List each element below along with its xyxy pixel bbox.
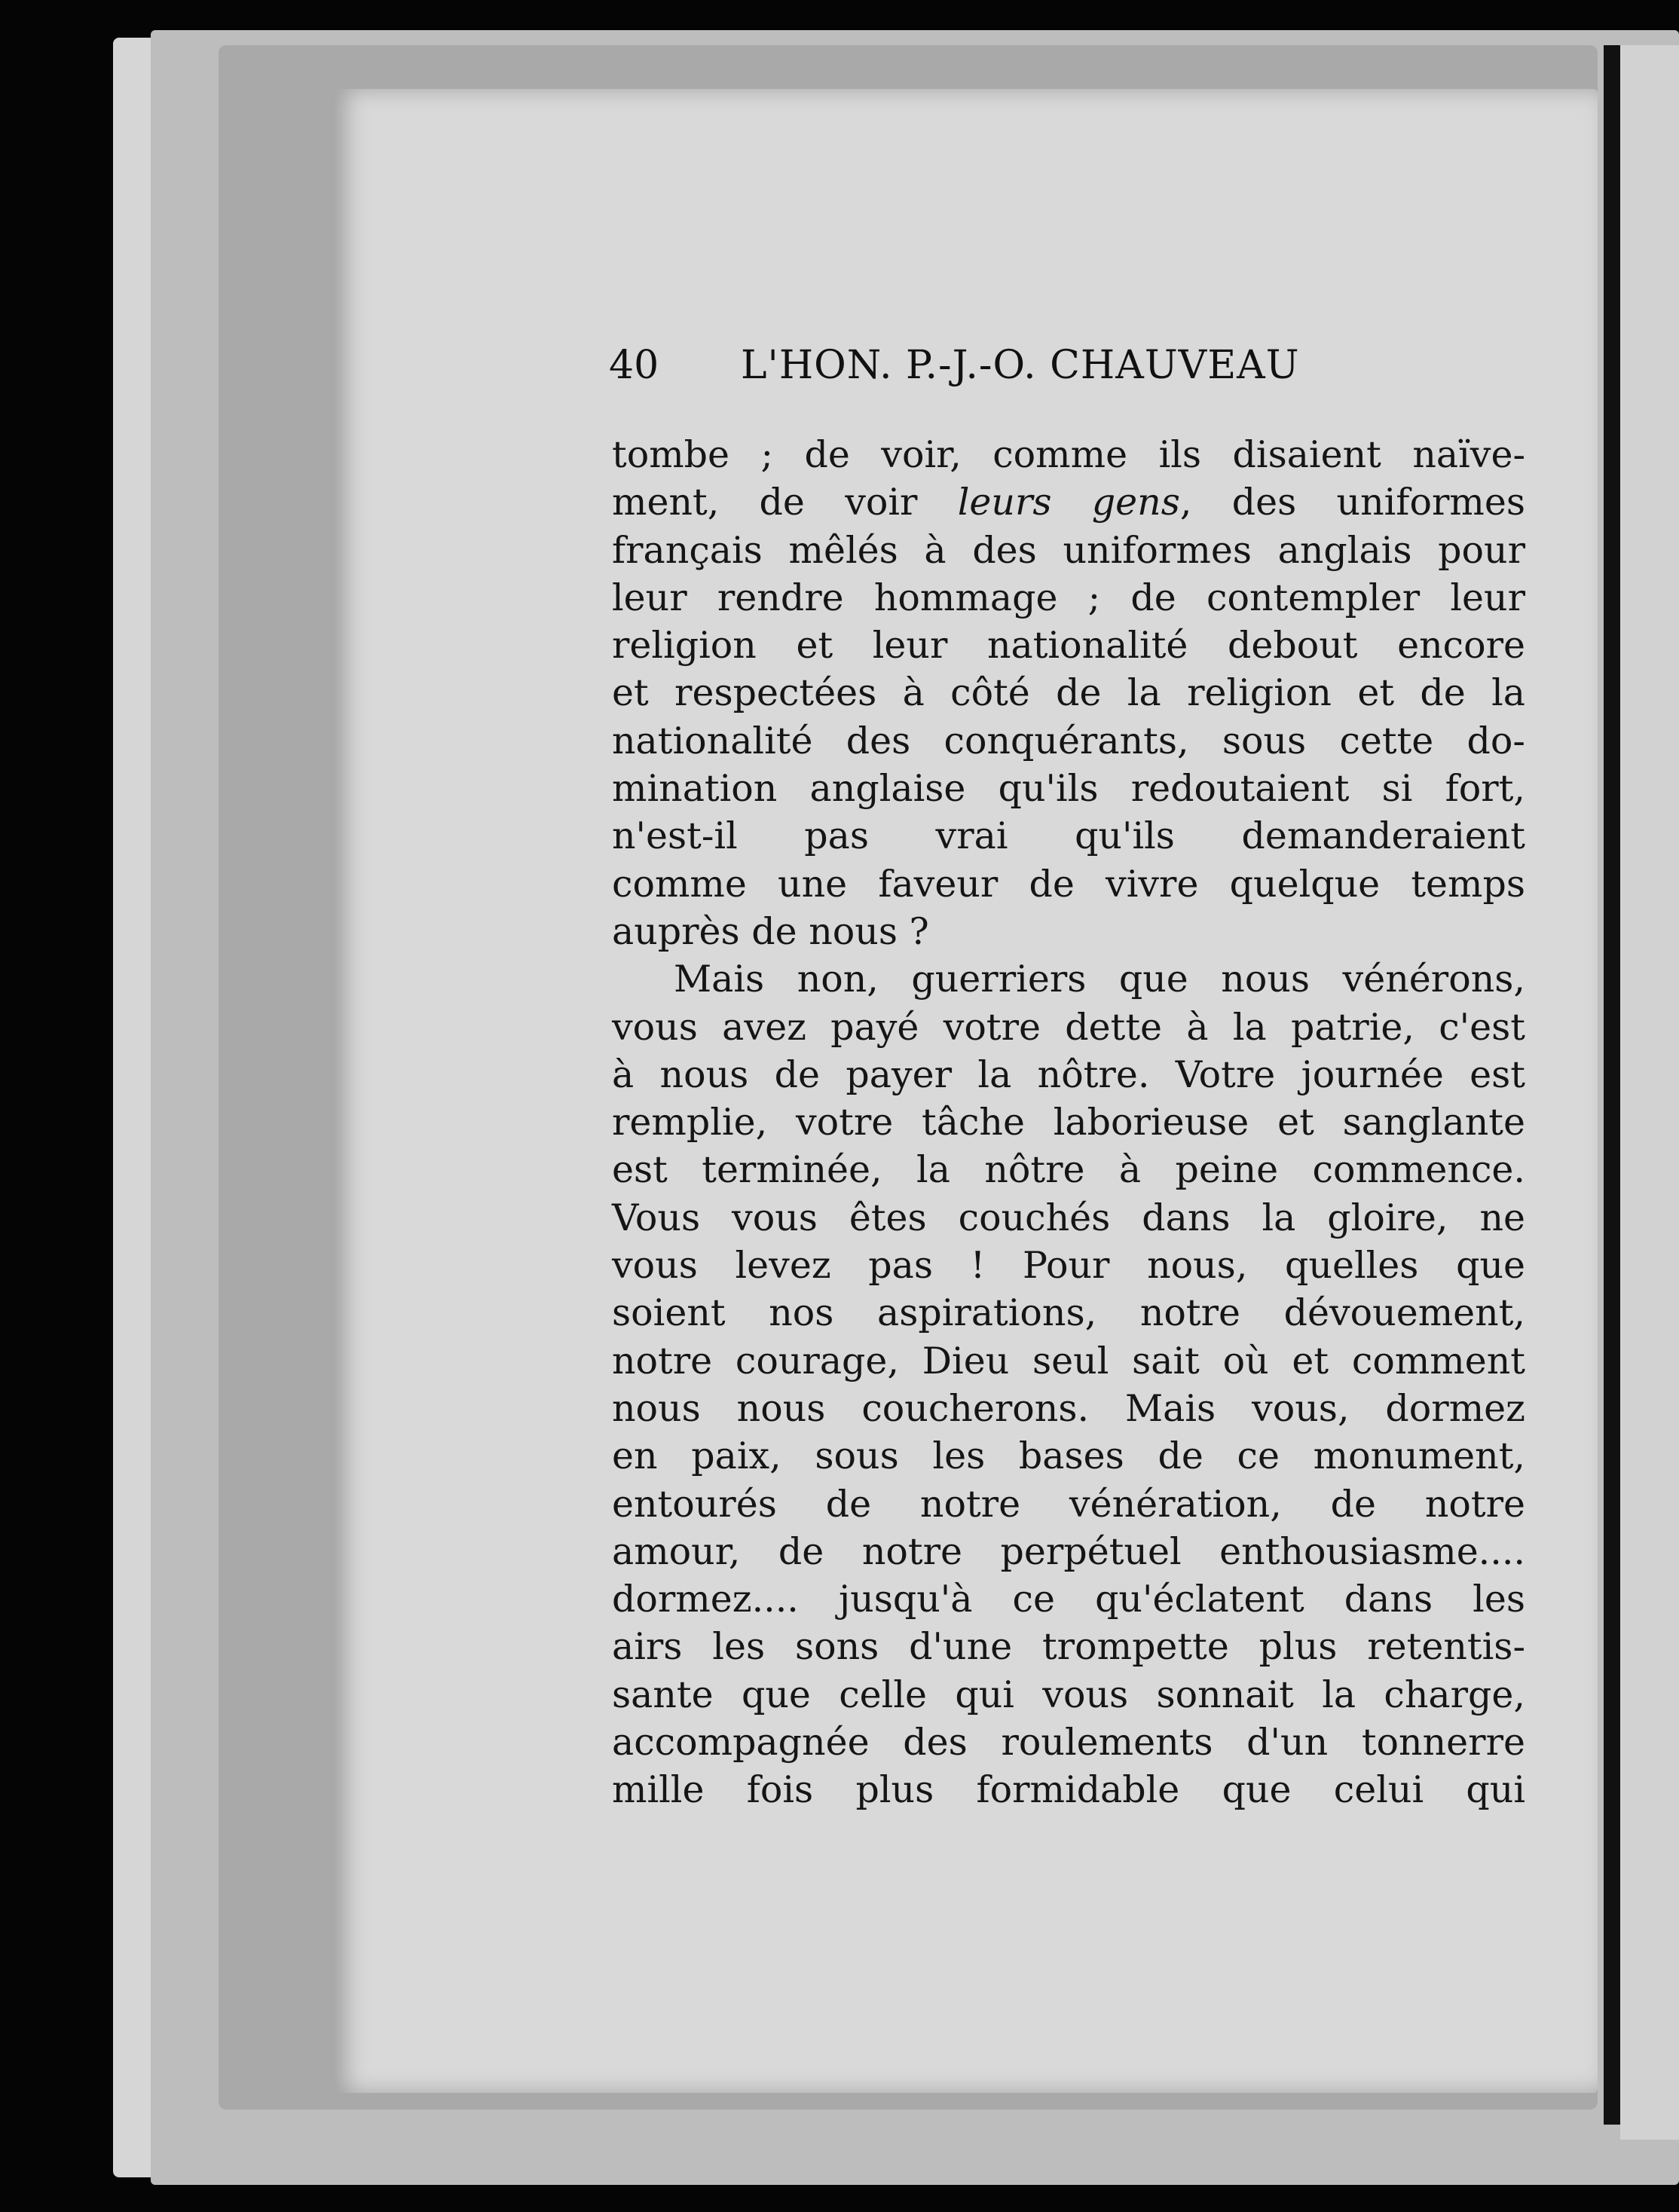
- text-line: vous levez pas ! Pour nous, quelles que: [612, 1244, 1525, 1288]
- text-line: français mêlés à des uniformes anglais pour: [612, 528, 1525, 572]
- text-line: à nous de payer la nôtre. Votre journée est: [612, 1053, 1525, 1096]
- text-line: mille fois plus formidable que celui qui: [612, 1768, 1525, 1812]
- text-line: accompagnée des roulements d'un tonnerre: [612, 1721, 1525, 1764]
- text-line: mination anglaise qu'ils redoutaient si fort,: [612, 767, 1525, 811]
- text-line: auprès de nous ?: [612, 909, 929, 953]
- text-line: comme une faveur de vivre quelque temps: [612, 862, 1525, 906]
- text-line: tombe ; de voir, comme ils disaient naïve-: [612, 433, 1525, 476]
- text-line: Vous vous êtes couchés dans la gloire, ne: [612, 1196, 1525, 1239]
- running-title: L'HON. P.-J.-O. CHAUVEAU: [741, 343, 1300, 388]
- text-line: Mais non, guerriers que nous vénérons,: [674, 958, 1525, 1001]
- text-line: nationalité des conquérants, sous cette do-: [612, 719, 1525, 762]
- text-line: religion et leur nationalité debout encore: [612, 624, 1525, 668]
- body-text: [612, 431, 1525, 1814]
- text-line: dormez.... jusqu'à ce qu'éclatent dans les: [612, 1578, 1525, 1621]
- text-line: soient nos aspirations, notre dévouement,: [612, 1291, 1525, 1335]
- text-line: entourés de notre vénération, de notre: [612, 1482, 1525, 1526]
- text-line: amour, de notre perpétuel enthousiasme....: [612, 1529, 1525, 1573]
- text-line: remplie, votre tâche laborieuse et sanglante: [612, 1101, 1525, 1144]
- text-segment: ment, de voir: [612, 481, 958, 524]
- facing-page-edge: [1620, 45, 1679, 2140]
- text-line: n'est-il pas vrai qu'ils demanderaient: [612, 814, 1525, 858]
- text-line: en paix, sous les bases de ce monument,: [612, 1434, 1525, 1478]
- text-line: vous avez payé votre dette à la patrie, c'est: [612, 1005, 1525, 1049]
- text-line: airs les sons d'une trompette plus retentis-: [612, 1625, 1525, 1669]
- text-line: est terminée, la nôtre à peine commence.: [612, 1148, 1525, 1192]
- page-header: [609, 343, 1374, 403]
- italic-text: leurs gens: [957, 481, 1180, 524]
- text-line: nous nous coucherons. Mais vous, dormez: [612, 1386, 1525, 1430]
- text-segment: , des uniformes: [1179, 481, 1525, 524]
- text-line: et respectées à côté de la religion et de la: [612, 671, 1525, 715]
- text-line: sante que celle qui vous sonnait la charge,: [612, 1673, 1525, 1716]
- text-line: notre courage, Dieu seul sait où et comment: [612, 1339, 1525, 1382]
- text-line: leur rendre hommage ; de contempler leur: [612, 576, 1525, 619]
- text-line: [612, 478, 1525, 526]
- page-number: 40: [609, 343, 659, 388]
- spine-gutter: [1604, 45, 1620, 2125]
